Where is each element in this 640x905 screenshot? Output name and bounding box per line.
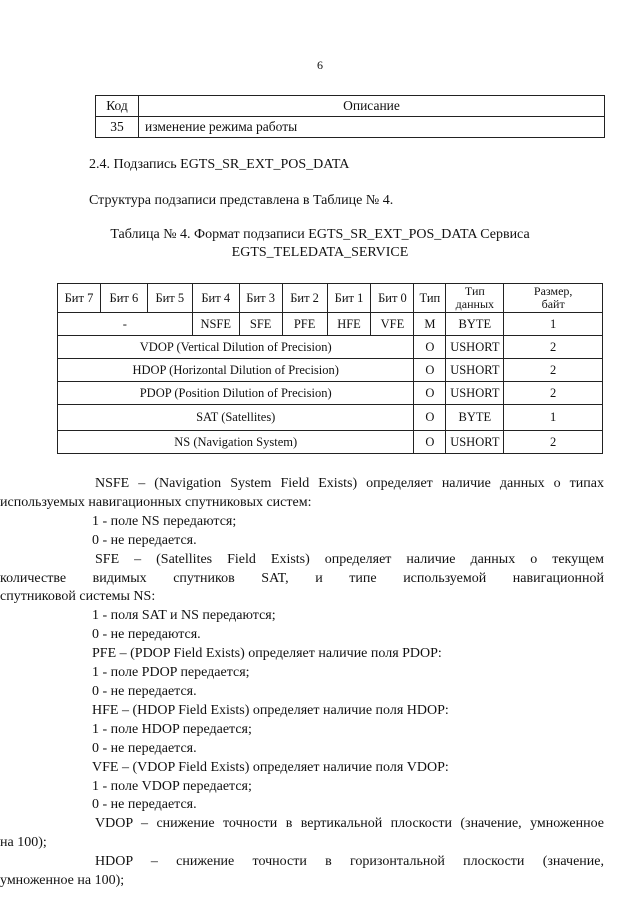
nsfe-description: NSFE – (Navigation System Field Exists) определяет наличие данных о типах (95, 476, 604, 491)
flags-data-type: BYTE (446, 313, 504, 336)
field-data-type: USHORT (446, 431, 504, 454)
flag-sfe: SFE (239, 313, 282, 336)
table-row-vdop (58, 336, 603, 359)
format-table (57, 283, 603, 454)
field-name: PDOP (Position Dilution of Precision) (58, 382, 414, 405)
field-data-type: USHORT (446, 382, 504, 405)
pfe-description: PFE – (PDOP Field Exists) определяет наличие поля PDOP: (92, 646, 442, 662)
header-bit4: Бит 4 (192, 284, 239, 313)
field-size: 2 (504, 336, 603, 359)
header-bit5: Бит 5 (147, 284, 192, 313)
field-type: O (414, 431, 446, 454)
vdop-description-cont: на 100); (0, 835, 47, 851)
vfe-value-0: 0 - не передается. (92, 797, 197, 813)
hfe-value-1: 1 - поле HDOP передается; (92, 721, 252, 737)
description-cell: изменение режима работы (139, 117, 605, 138)
reserved-bits: - (58, 313, 193, 336)
code-table (95, 95, 605, 138)
flag-nsfe: NSFE (192, 313, 239, 336)
header-data-type (446, 284, 504, 313)
header-bit0: Бит 0 (371, 284, 414, 313)
header-size-line1: Размер, (533, 284, 573, 298)
sfe-value-0: 0 - не передаются. (92, 627, 201, 643)
body-text (0, 475, 604, 891)
flags-row (58, 313, 603, 336)
hdop-description: HDOP – снижение точности в горизонтальной плоскости (значение, (95, 854, 604, 870)
table-row-hdop (58, 359, 603, 382)
header-size-line2: байт (541, 297, 565, 311)
field-data-type: USHORT (446, 359, 504, 382)
field-size: 2 (504, 359, 603, 382)
code-header: Код (96, 96, 139, 117)
sfe-value-1: 1 - поля SAT и NS передаются; (92, 608, 276, 624)
field-size: 2 (504, 431, 603, 454)
table-caption-line1: Таблица № 4. Формат подзаписи EGTS_SR_EXT_POS_DATA Сервиса (110, 227, 530, 242)
header-bit6: Бит 6 (100, 284, 147, 313)
sfe-description-end: спутниковой системы NS: (0, 589, 156, 605)
field-size: 2 (504, 382, 603, 405)
table-row-pdop (58, 382, 603, 405)
hdop-description-cont: умноженное на 100); (0, 873, 125, 889)
header-size (504, 284, 603, 313)
flags-type: M (414, 313, 446, 336)
section-heading: 2.4. Подзапись EGTS_SR_EXT_POS_DATA (89, 157, 350, 172)
sfe-description-cont: количестве видимых спутников SAT, и типе используемой навигационной (0, 570, 604, 586)
field-type: O (414, 405, 446, 431)
code-table-header (96, 96, 605, 117)
field-name: VDOP (Vertical Dilution of Precision) (58, 336, 414, 359)
header-bit2: Бит 2 (282, 284, 327, 313)
flag-hfe: HFE (327, 313, 371, 336)
field-type: O (414, 336, 446, 359)
format-table-header (58, 284, 603, 313)
table-caption-line2: EGTS_TELEDATA_SERVICE (231, 245, 409, 260)
flag-pfe: PFE (282, 313, 327, 336)
nsfe-value-1: 1 - поле NS передаются; (92, 513, 237, 529)
description-header: Описание (139, 96, 605, 117)
code-table-row (96, 117, 605, 138)
field-type: O (414, 382, 446, 405)
hfe-value-0: 0 - не передается. (92, 740, 197, 756)
field-size: 1 (504, 405, 603, 431)
field-type: O (414, 359, 446, 382)
flag-vfe: VFE (371, 313, 414, 336)
table-row-sat (58, 405, 603, 431)
intro-text: Структура подзаписи представлена в Таблице № 4. (89, 193, 394, 208)
nsfe-description-cont: используемых навигационных спутниковых систем: (0, 494, 312, 510)
page-number: 6 (317, 58, 323, 72)
header-data-type-line1: Тип (464, 284, 485, 298)
sfe-description: SFE – (Satellites Field Exists) определяет наличие данных о текущем (95, 551, 604, 567)
field-name: SAT (Satellites) (58, 405, 414, 431)
vfe-description: VFE – (VDOP Field Exists) определяет наличие поля VDOP: (92, 759, 449, 775)
field-data-type: USHORT (446, 336, 504, 359)
vfe-value-1: 1 - поле VDOP передается; (92, 778, 252, 794)
pfe-value-0: 0 - не передается. (92, 683, 197, 699)
header-bit7: Бит 7 (58, 284, 101, 313)
header-bit3: Бит 3 (239, 284, 282, 313)
header-type: Тип (414, 284, 446, 313)
table-row-ns (58, 431, 603, 454)
header-bit1: Бит 1 (327, 284, 371, 313)
vdop-description: VDOP – снижение точности в вертикальной плоскости (значение, умноженное (95, 816, 604, 832)
field-data-type: BYTE (446, 405, 504, 431)
hfe-description: HFE – (HDOP Field Exists) определяет наличие поля HDOP: (92, 702, 449, 718)
field-name: HDOP (Horizontal Dilution of Precision) (58, 359, 414, 382)
flags-size: 1 (504, 313, 603, 336)
nsfe-value-0: 0 - не передается. (92, 532, 197, 548)
code-cell: 35 (96, 117, 139, 138)
pfe-value-1: 1 - поле PDOP передается; (92, 665, 250, 681)
header-data-type-line2: данных (455, 297, 495, 311)
field-name: NS (Navigation System) (58, 431, 414, 454)
